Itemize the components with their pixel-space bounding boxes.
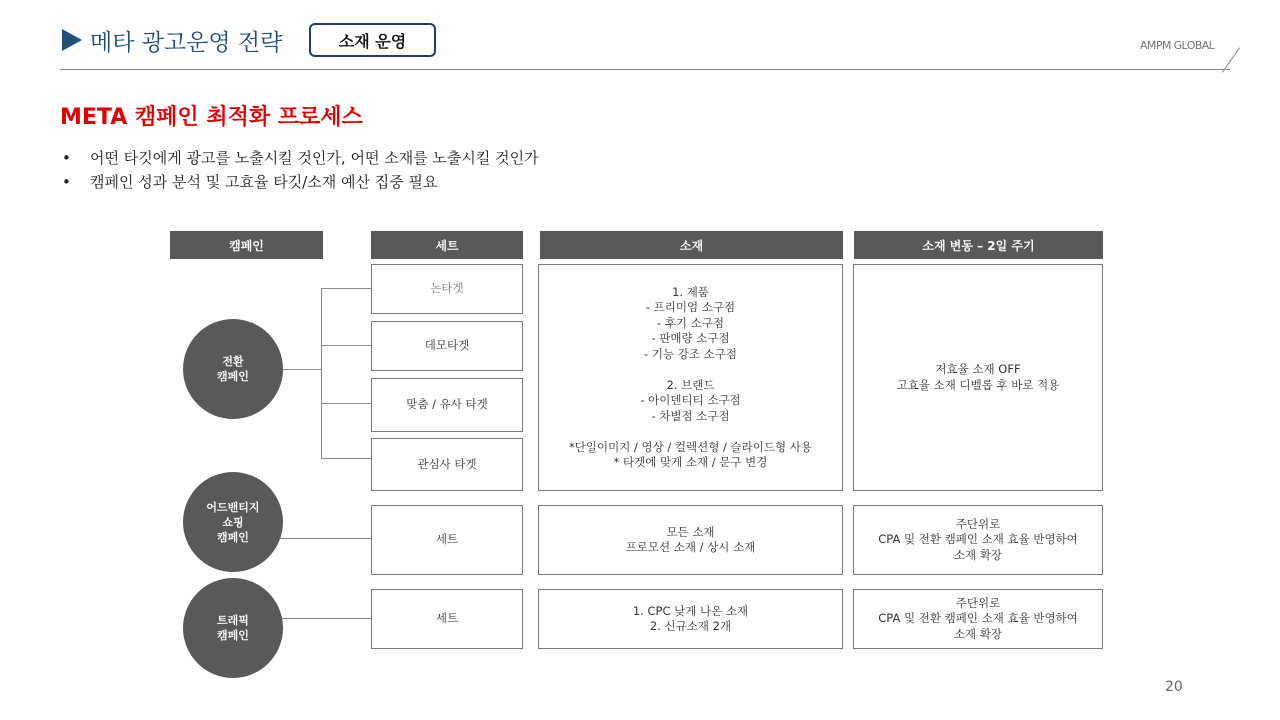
creative-text: 1. 제품 - 프리미엄 소구점 - 후기 소구점 - 판매량 소구점 - 기능 강조 소구점 2. 브랜드 - 아이덴티티 소구점 - 차별점 소구점 *단일이미지 / 영상 / 컬렉션형 / 슬라이드형 사용 * 타겟에 맞게 소재 / 문구 변경 — [569, 284, 812, 469]
set-box — [371, 264, 523, 314]
set-box — [371, 321, 523, 371]
bullet-text: 캠페인 성과 분석 및 고효율 타깃/소재 예산 집중 필요 — [90, 173, 438, 191]
header-divider — [60, 69, 1230, 70]
set-label: 세트 — [435, 532, 459, 547]
set-label: 세트 — [435, 611, 459, 626]
connector-line — [321, 403, 371, 404]
campaign-circle-conversion — [183, 319, 283, 419]
connector-line — [321, 458, 371, 459]
creative-box — [538, 264, 843, 491]
connector-line — [321, 345, 371, 346]
column-header-creative-change: 소재 변동 – 2일 주기 — [854, 231, 1103, 259]
bullet-marker: • — [62, 173, 71, 191]
campaign-name: 어드밴티지 쇼핑 캠페인 — [206, 500, 260, 544]
page-title: 메타 광고운영 전략 — [90, 30, 283, 56]
bullet-list — [62, 147, 539, 195]
column-header-creative: 소재 — [540, 231, 843, 259]
page-number: 20 — [1165, 679, 1183, 695]
title-arrow-icon — [62, 29, 82, 51]
set-label: 논타겟 — [430, 281, 464, 296]
campaign-name: 트래픽 캠페인 — [217, 614, 249, 642]
set-box — [371, 438, 523, 491]
creative-change-box — [853, 264, 1103, 491]
set-label: 맞춤 / 유사 타겟 — [406, 397, 488, 412]
column-header-campaign: 캠페인 — [170, 231, 323, 259]
campaign-circle-advantage-shopping — [183, 472, 283, 572]
creative-text: 1. CPC 낮게 나온 소재 2. 신규소재 2개 — [632, 603, 749, 633]
change-text: 주단위로 CPA 및 전환 캠페인 소재 효율 반영하여 소재 확장 — [878, 595, 1078, 641]
section-title: META 캠페인 최적화 프로세스 — [60, 105, 363, 130]
connector-line — [321, 288, 371, 289]
set-box — [371, 378, 523, 432]
creative-box — [538, 505, 843, 575]
bullet-text: 어떤 타깃에게 광고를 노출시킬 것인가, 어떤 소재를 노출시킬 것인가 — [90, 149, 539, 167]
creative-change-box — [853, 589, 1103, 649]
connector-line — [272, 618, 371, 619]
creative-text: 모든 소재 프로모션 소재 / 상시 소재 — [625, 524, 756, 554]
change-text: 주단위로 CPA 및 전환 캠페인 소재 효율 반영하여 소재 확장 — [878, 516, 1078, 562]
bullet-item — [62, 147, 539, 171]
connector-line — [321, 288, 322, 458]
campaign-circle-traffic — [183, 578, 283, 678]
change-text: 저효율 소재 OFF 고효율 소재 디벨롭 후 바로 적용 — [896, 362, 1060, 392]
campaign-name: 전환 캠페인 — [217, 355, 249, 383]
section-badge: 소재 운영 — [309, 23, 436, 57]
set-box — [371, 505, 523, 575]
connector-line — [272, 538, 371, 539]
bullet-item — [62, 171, 539, 195]
set-label: 관심사 타겟 — [417, 456, 477, 471]
column-header-set: 세트 — [371, 231, 523, 259]
creative-box — [538, 589, 843, 649]
set-box — [371, 589, 523, 649]
set-label: 데모타겟 — [424, 338, 470, 353]
brand-logo-text: AMPM GLOBAL — [1140, 39, 1215, 52]
creative-change-box — [853, 505, 1103, 575]
bullet-marker: • — [62, 149, 71, 167]
